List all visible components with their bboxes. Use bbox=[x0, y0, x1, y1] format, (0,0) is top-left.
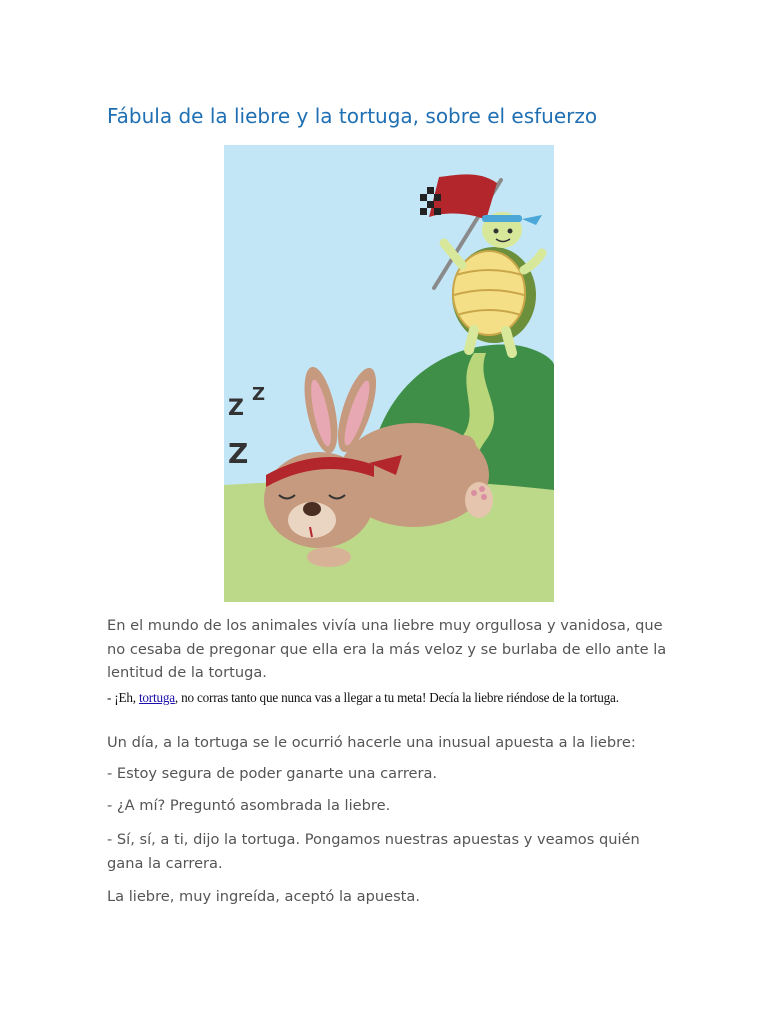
sleep-z-1: Z bbox=[228, 396, 244, 421]
fable-illustration bbox=[224, 145, 554, 602]
turtle-headband bbox=[482, 215, 522, 222]
tortuga-link[interactable]: tortuga bbox=[138, 690, 175, 705]
quote-text-before: - ¡Eh, bbox=[107, 690, 139, 705]
sleep-z-2: Z bbox=[252, 384, 266, 405]
quote-paragraph bbox=[107, 689, 667, 706]
paragraph-acepto: La liebre, muy ingreída, aceptó la apuesta. bbox=[107, 888, 420, 905]
sleep-z-3: Z bbox=[228, 437, 249, 470]
paragraph-a-mi: - ¿A mí? Preguntó asombrada la liebre. bbox=[107, 797, 391, 814]
paragraph-intro: En el mundo de los animales vivía una liebre muy orgullosa y vanidosa, que no cesaba de pregonar que ella era la más veloz y se burlaba de ello ante la lentitud de la tortuga. bbox=[107, 617, 667, 681]
paragraph-apuesta: Un día, a la tortuga se le ocurrió hacerle una inusual apuesta a la liebre: bbox=[107, 734, 636, 751]
paragraph-si-a-ti: - Sí, sí, a ti, dijo la tortuga. Pongamos nuestras apuestas y veamos quién gana la carrera. bbox=[107, 831, 640, 872]
page-title: Fábula de la liebre y la tortuga, sobre el esfuerzo bbox=[107, 104, 598, 128]
quote-text-after: , no corras tanto que nunca vas a llegar a tu meta! Decía la liebre riéndose de la tortuga. bbox=[174, 690, 619, 705]
paragraph-estoy-segura: - Estoy segura de poder ganarte una carrera. bbox=[107, 765, 438, 782]
hare-tortoise-illustration bbox=[224, 145, 554, 602]
